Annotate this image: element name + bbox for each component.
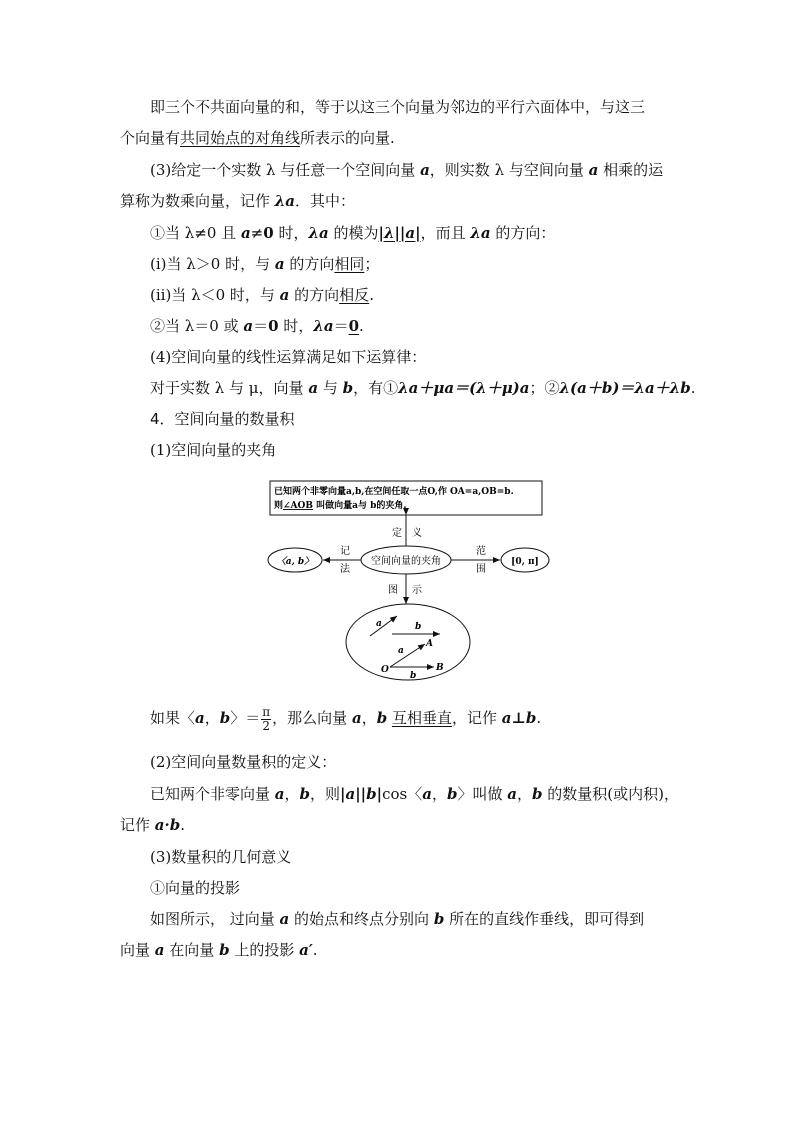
text: (3)数量积的几何意义 (150, 848, 292, 866)
para1-line1 (150, 97, 680, 117)
text: (2)空间向量数量积的定义： (150, 753, 337, 771)
text: 所表示的向量. (300, 129, 395, 147)
lambda-a: λa (274, 192, 296, 210)
vector-a: a (274, 785, 285, 803)
underlined-term: 互相垂直 (391, 709, 452, 727)
text: . (536, 709, 542, 727)
text: 相乘的运 (598, 161, 664, 179)
text: (ⅰ)当 λ＞0 时，与 (150, 255, 275, 273)
label-range-1: 范 (476, 546, 486, 557)
label-range-2: 围 (476, 564, 486, 575)
perp-line (150, 703, 680, 733)
fig-label-b1: b (415, 622, 422, 632)
text: 如图所示， 过向量 (150, 910, 280, 928)
text: . (180, 816, 185, 834)
vector-a: a (422, 785, 432, 803)
text: ， (361, 709, 377, 727)
vector-a: a (420, 161, 430, 179)
vector-b: b (446, 785, 458, 803)
vector-a: a (243, 317, 254, 335)
vector-a: a (240, 224, 251, 242)
label-def-2: 义 (412, 528, 422, 539)
text: 向量 (120, 941, 155, 959)
label-fig-2: 示 (412, 585, 422, 596)
text: ①向量的投影 (150, 879, 241, 897)
text: 时， (278, 317, 314, 335)
dot-product: a·b (154, 816, 181, 834)
underlined-term: 相同 (334, 255, 365, 273)
text: 记作 (120, 816, 155, 834)
item-ii-line (150, 285, 680, 305)
text: . (369, 286, 374, 304)
text: 如果〈 (150, 709, 196, 727)
text: 的始点和终点分别向 (289, 910, 434, 928)
label-not-2: 法 (340, 564, 350, 575)
text: 对于实数 λ 与 μ，向量 (150, 379, 309, 397)
para2-line1 (150, 160, 680, 180)
vector-b: b (342, 379, 354, 397)
numerator: π (262, 704, 271, 719)
label-fig-1: 图 (388, 585, 398, 596)
text: ，则实数 λ 与空间向量 (429, 161, 589, 179)
label-not-1: 记 (340, 546, 350, 557)
text: 〉叫做 (457, 785, 508, 803)
text: (4)空间向量的线性运算满足如下运算律： (150, 348, 427, 366)
center-label: 空间向量的夹角 (371, 556, 441, 567)
angle-concept-diagram (260, 476, 550, 686)
zero-vector: 0 (348, 317, 360, 335)
vector-b: b (433, 910, 445, 928)
item2-line (150, 316, 680, 336)
text: 所在的直线作垂线，即可得到 (444, 910, 645, 928)
text: ②当 λ＝0 或 (150, 317, 244, 335)
para2-line2 (120, 191, 680, 211)
fig-label-A: A (426, 639, 433, 649)
sub1-line (150, 440, 680, 460)
text: ．其中： (295, 192, 356, 210)
text: (ⅱ)当 λ＜0 时，与 (150, 286, 280, 304)
vector-a: a (195, 709, 205, 727)
text: 4．空间向量的数量积 (150, 410, 295, 428)
text: ， (517, 785, 533, 803)
vector-a: a (351, 709, 362, 727)
vector-b: b (532, 785, 543, 803)
text: 时， (273, 224, 309, 242)
lambda-a: λa (308, 224, 329, 242)
text: 的模为 (328, 224, 379, 242)
vector-b: b (219, 941, 230, 959)
vector-b: b (299, 785, 311, 803)
text: (1)空间向量的夹角 (150, 441, 277, 459)
text: . (690, 379, 696, 397)
sub3-line (150, 847, 680, 867)
def-line1 (150, 784, 680, 804)
proj-line2 (120, 940, 680, 960)
fraction-pi-over-2 (261, 706, 271, 733)
proj-title-line (150, 878, 680, 898)
text: ①当 λ≠0 且 (150, 224, 241, 242)
zero-vector: 0 (263, 224, 274, 242)
text: . (312, 941, 318, 959)
text: ， (204, 709, 220, 727)
text: . (359, 317, 364, 335)
vector-a: a (279, 910, 290, 928)
text: ，记作 (452, 709, 502, 727)
text: ； (364, 255, 380, 273)
para4-line (150, 347, 680, 367)
text: 的数量积(或内积)， (542, 785, 679, 803)
proj-line1 (150, 909, 680, 929)
fig-label-a1: a (376, 619, 382, 629)
formula: λa＋μa＝(λ＋μ)a (398, 379, 530, 397)
label-def-1: 定 (392, 528, 402, 539)
zero-vector: 0 (268, 317, 279, 335)
text: 的方向 (289, 286, 340, 304)
figure-ellipse (346, 604, 470, 680)
text: 算称为数乘向量，记作 (120, 192, 275, 210)
item1-line (150, 223, 680, 243)
text: 上的投影 (229, 941, 300, 959)
text: 个向量有 (120, 129, 181, 147)
vector-a: a (274, 255, 285, 273)
text: 在向量 (164, 941, 220, 959)
text: ；② (529, 379, 560, 397)
text: ， (284, 785, 300, 803)
modulus: |λ||a| (378, 224, 421, 242)
text: (3)给定一个实数 λ 与任意一个空间向量 (150, 161, 421, 179)
denominator: 2 (262, 718, 271, 733)
text: ，则 (310, 785, 341, 803)
modulus: |a||b| (340, 785, 383, 803)
vector-a: a (308, 379, 319, 397)
text: 即三个不共面向量的和，等于以这三个向量为邻边的平行六面体中，与这三 (150, 98, 646, 116)
text: ， (431, 785, 447, 803)
text: ＝ (333, 317, 349, 335)
vector-a: a (279, 286, 290, 304)
fig-label-a2: a (398, 646, 404, 656)
text: 与 (318, 379, 343, 397)
text: ≠ (250, 224, 264, 242)
vector-a: a (507, 785, 517, 803)
notation-label: 〈a, b〉 (276, 557, 314, 567)
text: ，有① (353, 379, 399, 397)
vector-a: a (588, 161, 599, 179)
text: 〉＝ (230, 709, 261, 727)
text: ，那么向量 (272, 709, 352, 727)
perp-notation: a⊥b (501, 709, 537, 727)
para1-line2 (120, 128, 680, 148)
text: 已知两个非零向量 (150, 785, 275, 803)
definition-text-2: 则∠AOB 叫做向量a与 b的夹角. (274, 501, 407, 511)
text: 的方向： (490, 224, 556, 242)
projection-a-prime: a′ (299, 941, 313, 959)
formula: λ(a＋b)＝λa＋λb (559, 379, 691, 397)
vector-b: b (376, 709, 388, 727)
text: cos〈 (382, 785, 423, 803)
underlined-term: 共同始点的对角线 (180, 129, 301, 147)
text: ＝ (253, 317, 269, 335)
section-heading (150, 409, 680, 429)
fig-label-O: O (381, 665, 389, 675)
range-label: [0, π] (511, 557, 539, 567)
lambda-a: λa (470, 224, 491, 242)
text: ，而且 (420, 224, 471, 242)
sub2-line (150, 752, 680, 772)
lambda-a: λa (313, 317, 334, 335)
vector-a: a (154, 941, 165, 959)
fig-label-B: B (436, 663, 444, 673)
def-line2 (120, 815, 680, 835)
fig-label-b2: b (410, 671, 417, 681)
vector-b: b (219, 709, 231, 727)
underlined-term: 相反 (339, 286, 370, 304)
item-i-line (150, 254, 680, 274)
law-line (150, 378, 696, 398)
definition-text-1: 已知两个非零向量a,b,在空间任取一点O,作 OA=a,OB=b. (274, 487, 514, 497)
text: 的方向 (284, 255, 335, 273)
